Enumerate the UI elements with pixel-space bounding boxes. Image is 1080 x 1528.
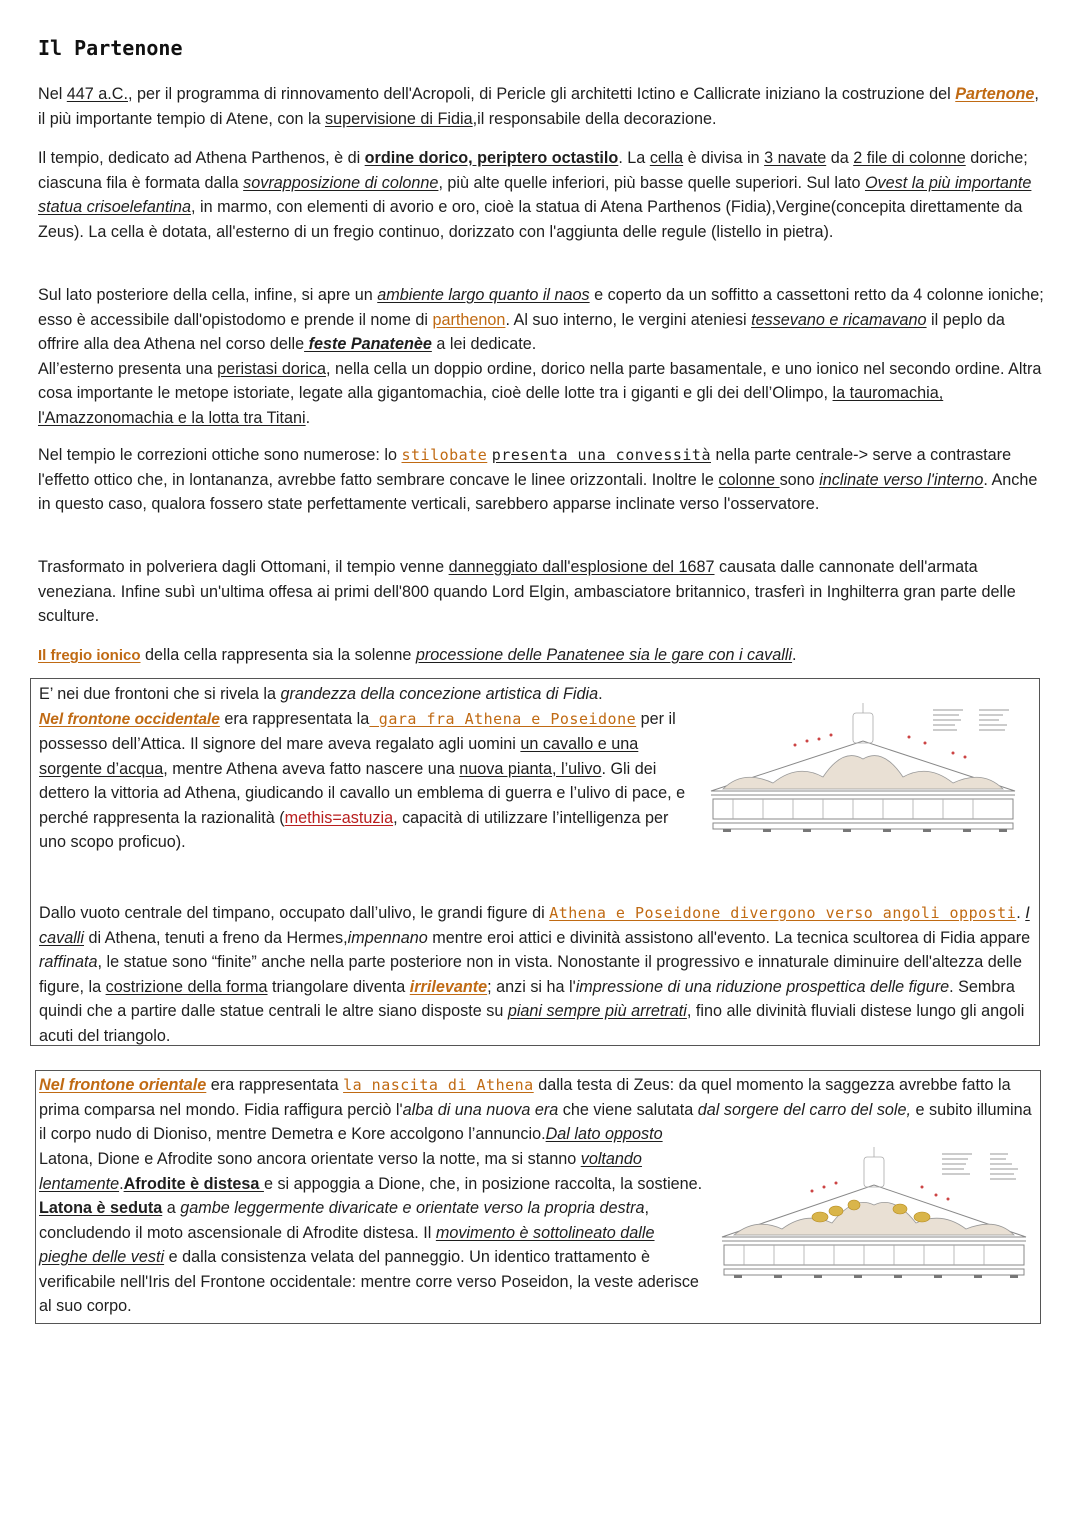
text: e subito illumina il corpo nudo di Dioniso, mentre Demetra e Kore accolgono l’annuncio. bbox=[39, 1100, 1032, 1143]
gambe-divaricate: gambe leggermente divaricate e orientate verso la propria destra bbox=[180, 1199, 645, 1217]
text: triangolare diventa bbox=[267, 977, 410, 996]
text: E’ nei due frontoni che si rivela la bbox=[39, 685, 281, 703]
page-title: Il Partenone bbox=[38, 36, 183, 60]
irrilevante: irrilevante bbox=[409, 977, 488, 996]
processione: processione delle Panatenee sia le gare con i cavalli bbox=[415, 646, 793, 664]
text: Il tempio, dedicato ad Athena Parthenos, è di bbox=[38, 149, 365, 167]
text: ,il responsabile della decorazione. bbox=[472, 109, 717, 128]
cavallo-sorgente: un cavallo e una sorgente d’acqua bbox=[39, 735, 639, 778]
text: che viene salutata bbox=[558, 1100, 698, 1119]
text: . bbox=[305, 408, 311, 427]
paragraph-temple bbox=[38, 146, 1046, 244]
text: per il possesso dell’Attica. Il signore del mare aveva regalato agli uomini bbox=[39, 709, 676, 753]
tessevano: tessevano e ricamavano bbox=[751, 310, 927, 329]
raffinata: raffinata bbox=[39, 953, 98, 971]
cavalli: I cavalli bbox=[39, 904, 1030, 947]
text: , mentre Athena aveva fatto nascere una bbox=[163, 759, 460, 778]
text: a lei dedicate. bbox=[431, 335, 537, 353]
text: e si appoggia a Dione, che, in posizione raccolta, la sostiene. bbox=[263, 1174, 703, 1193]
grandezza: grandezza della concezione artistica di Fidia bbox=[280, 685, 599, 703]
text: . bbox=[792, 646, 797, 664]
metope-list: la tauromachia, l'Amazzonomachia e la lotta tra Titani bbox=[38, 384, 944, 427]
paragraph-history bbox=[38, 555, 1046, 629]
riduzione-prospettica: impressione di una riduzione prospettica delle figure bbox=[575, 977, 950, 996]
text: Dallo vuoto centrale del timpano, occupato dall’ulivo, le grandi figure di bbox=[39, 904, 550, 922]
afrodite-distesa: Afrodite è distesa bbox=[123, 1174, 264, 1193]
impennano: impennano bbox=[347, 928, 428, 947]
text: , fino alle divinità fluviali distese lungo gli angoli acuti del triangolo. bbox=[39, 1002, 1025, 1045]
text: , più alte quelle inferiori, più basse quelle superiori. Sul lato bbox=[438, 173, 865, 192]
text: . Al suo interno, le vergini ateniesi bbox=[505, 310, 752, 329]
text: è divisa in bbox=[683, 149, 765, 167]
frontone-orientale: Nel frontone orientale bbox=[39, 1076, 207, 1094]
text: di Athena, tenuti a freno da Hermes, bbox=[83, 928, 348, 947]
fregio-ionico: Il fregio ionico bbox=[38, 647, 141, 664]
carro-sole: dal sorgere del carro del sole, bbox=[697, 1100, 912, 1119]
text: Latona, Dione e Afrodite sono ancora orientate verso la notte, ma si stanno bbox=[39, 1150, 581, 1168]
paragraph-intro bbox=[38, 82, 1046, 131]
gara-athena-poseidone: gara fra Athena e Poseidone bbox=[369, 709, 637, 728]
text: ; anzi si ha l' bbox=[487, 977, 576, 996]
text: causata dalle cannonate dell'armata veneziana. Infine subì un'ultima offesa ai primi dell'800 quando Lord Elgin, ambasciatore britannico, trasferì in Inghilterra gran parte delle sculture. bbox=[38, 558, 1016, 625]
navate: 3 navate bbox=[764, 149, 827, 167]
convessita: presenta una convessità bbox=[491, 446, 711, 464]
west-pediment-box bbox=[30, 678, 1040, 1046]
partenone-highlight: Partenone bbox=[955, 85, 1035, 103]
text: . bbox=[598, 685, 603, 703]
sovrapposizione: sovrapposizione di colonne bbox=[243, 173, 439, 192]
text: . Gli dei dettero la vittoria ad Athena, giudicando il cavallo un emblema di guerra e l’ulivo di pace, e perché rappresenta la razionalità ( bbox=[39, 759, 686, 827]
alba-nuova-era: alba di una nuova era bbox=[402, 1100, 559, 1119]
text: da bbox=[826, 149, 854, 167]
text: . bbox=[1016, 904, 1026, 922]
cella: cella bbox=[649, 149, 684, 167]
ulivo: nuova pianta, l’ulivo bbox=[459, 759, 602, 778]
peristasi: peristasi dorica bbox=[217, 359, 326, 378]
text: il peplo da offrire alla dea Athena nel corso delle bbox=[38, 310, 1005, 353]
text: Nel tempio le correzioni ottiche sono numerose: lo bbox=[38, 446, 402, 464]
text: . Sembra quindi che a partire dalle statue centrali le altre siano disposte su bbox=[39, 977, 1015, 1020]
text: nella parte centrale-> serve a contrastare l'effetto ottico che, in lontananza, avrebbe fatto sembrare concave le linee orizzontali. Inoltre le bbox=[38, 446, 1012, 489]
voltando-lentamente: voltando lentamente bbox=[39, 1150, 642, 1193]
parthenon-highlight: parthenon bbox=[432, 310, 506, 329]
text: Trasformato in polveriera dagli Ottomani, il tempio venne bbox=[38, 558, 449, 576]
costrizione: costrizione della forma bbox=[105, 977, 268, 996]
text: Sul lato posteriore della cella, infine, si apre un bbox=[38, 286, 378, 304]
frontone-occidentale: Nel frontone occidentale bbox=[39, 710, 220, 728]
piani-arretrati: piani sempre più arretrati bbox=[507, 1002, 687, 1020]
paragraph-ionic-frieze bbox=[38, 643, 1046, 669]
east-pediment-box bbox=[35, 1070, 1041, 1324]
doric-order: ordine dorico, periptero octastilo bbox=[364, 149, 619, 167]
feste-panatenee: feste Panatenèe bbox=[304, 335, 432, 353]
ambiente-naos: ambiente largo quanto il naos bbox=[377, 286, 590, 304]
fidia-underline: supervisione di Fidia bbox=[325, 109, 473, 128]
text: dalla testa di Zeus: da quel momento la saggezza avrebbe fatto la prima comparsa nel mondo. Fidia raffigura perciò l' bbox=[39, 1076, 1011, 1119]
text: , nella cella un doppio ordine, dorico nella parte basamentale, e uno ionico nel secondo ordine. Altra cosa importante le metope istoriate, legate alla gigantomachia, cioè delle lotte tra i giganti e gli dei dell’Olimpo, bbox=[38, 359, 1042, 402]
paragraph-parthenon-room bbox=[38, 283, 1046, 430]
text: , capacità di utilizzare l’intelligenza per uno scopo proficuo). bbox=[39, 808, 669, 851]
latona-seduta: Latona è seduta bbox=[39, 1199, 163, 1217]
athena-poseidone-divergono: Athena e Poseidone divergono verso angoli opposti bbox=[549, 904, 1017, 922]
east-pediment-text-bottom bbox=[39, 1147, 707, 1319]
colonne-file: 2 file di colonne bbox=[853, 149, 966, 167]
text: . Anche in questo caso, qualora fossero state perfettamente verticali, sarebbero apparse inclinate verso l'osservatore. bbox=[38, 470, 1038, 513]
paragraph-optical-corrections bbox=[38, 443, 1046, 517]
inclinate: inclinate verso l'interno bbox=[819, 470, 984, 489]
east-pediment-text-top bbox=[39, 1073, 1039, 1147]
stilobate: stilobate bbox=[401, 446, 488, 464]
esplosione-1687: danneggiato dall'esplosione del 1687 bbox=[448, 558, 715, 576]
nascita-athena: la nascita di Athena bbox=[343, 1076, 534, 1094]
text: mentre eroi attici e divinità assistono all'evento. La tecnica scultorea di Fidia appare bbox=[427, 928, 1031, 947]
statua-crisoelefantina: Ovest la più importante statua crisoelefantina bbox=[38, 173, 1032, 216]
text: era rappresentata la bbox=[219, 709, 370, 728]
movimento-pieghe: movimento è sottolineato dalle pieghe delle vesti bbox=[39, 1223, 655, 1266]
text: , per il programma di rinnovamento dell'Acropoli, di Pericle gli architetti Ictino e Callicrate iniziano la costruzione del bbox=[128, 85, 956, 103]
date-447: 447 a.C. bbox=[66, 85, 128, 103]
west-pediment-illustration bbox=[703, 699, 1033, 849]
text: , il più importante tempio di Atene, con la bbox=[38, 85, 1039, 128]
text: a bbox=[162, 1199, 181, 1217]
colonne: colonne bbox=[718, 470, 780, 489]
west-pediment-description bbox=[39, 901, 1037, 1048]
text: , in marmo, con elementi di avorio e oro, cioè la statua di Atena Parthenos (Fidia),Vergine(concepita direttamente da Zeus). La cella è dotata, all'esterno di un fregio continuo, dorizzato con l'aggiunta delle regule (listello in pietra). bbox=[38, 198, 1023, 241]
methis: methis=astuzia bbox=[284, 808, 394, 827]
text: e coperto da un soffitto a cassettoni retto da 4 colonne ioniche; esso è accessibile dall'opistodomo e prende il nome di bbox=[38, 286, 1044, 329]
text: All’esterno presenta una bbox=[38, 359, 218, 378]
text: , concludendo il moto ascensionale di Afrodite distesa. Il bbox=[39, 1199, 650, 1242]
text: era rappresentata bbox=[206, 1076, 344, 1094]
text: . bbox=[119, 1174, 124, 1193]
west-pediment-text bbox=[39, 682, 689, 855]
text: , le statue sono “finite” anche nella parte posteriore non in vista. Nonostante il progressivo e innaturale diminuire dell'altezza delle figure, la bbox=[39, 953, 1023, 996]
text: Nel bbox=[38, 85, 67, 103]
east-pediment-illustration bbox=[716, 1145, 1038, 1295]
text: e dalla consistenza velata del panneggio. Un identico trattamento è verificabile nell'Iris del Frontone occidentale: mentre corre verso Poseidon, la veste aderisce al suo corpo. bbox=[39, 1248, 699, 1315]
text: doriche; ciascuna fila è formata dalla bbox=[38, 149, 1028, 192]
text: . La bbox=[618, 149, 650, 167]
text: della cella rappresenta sia la solenne bbox=[140, 646, 416, 664]
text: sono bbox=[779, 470, 820, 489]
lato-opposto: Dal lato opposto bbox=[545, 1125, 663, 1143]
